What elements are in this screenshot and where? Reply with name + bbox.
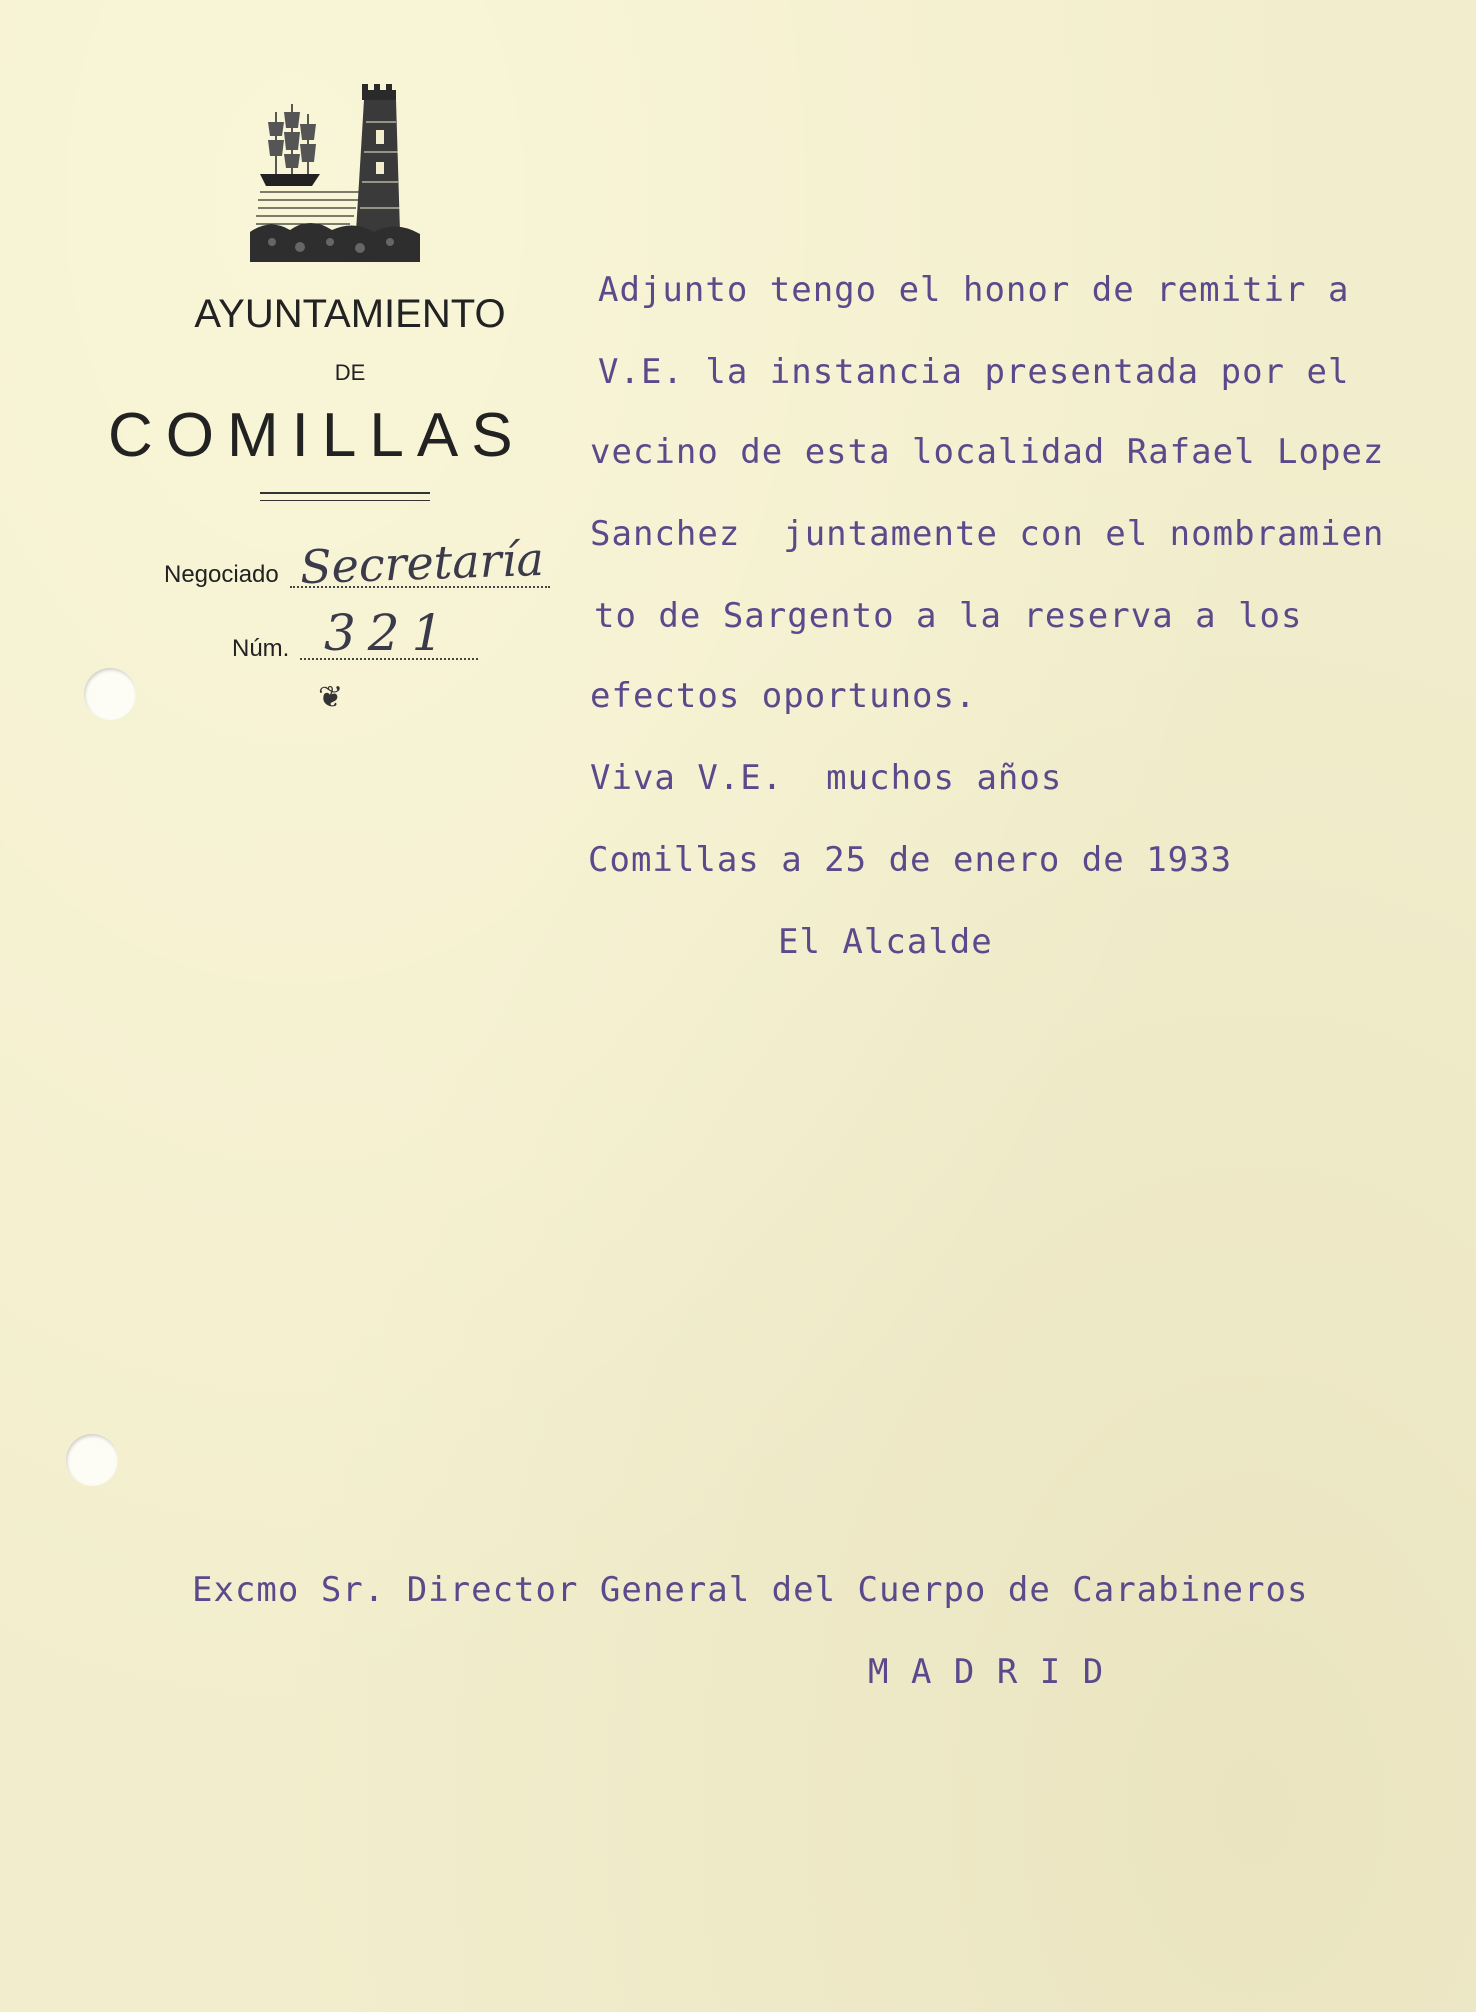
letterhead-ayuntamiento: AYUNTAMIENTO	[194, 292, 506, 336]
num-handwritten-value: 321	[324, 604, 456, 662]
body-line-8: Comillas a 25 de enero de 1933	[588, 840, 1233, 880]
addressee-city: M A D R I D	[868, 1652, 1105, 1692]
letterhead-de: DE	[334, 360, 366, 385]
ornament-glyph: ❦	[318, 680, 344, 715]
letterhead-rule	[260, 492, 430, 494]
letterhead-rule-thin	[260, 500, 430, 501]
body-line-3: vecino de esta localidad Rafael Lopez	[590, 432, 1385, 472]
punch-hole-bottom	[66, 1434, 118, 1486]
body-line-6: efectos oportunos.	[590, 676, 977, 716]
body-line-5: to de Sargento a la reserva a los	[594, 596, 1303, 636]
body-line-7: Viva V.E. muchos años	[590, 758, 1063, 798]
letterhead-comillas: COMILLAS	[108, 401, 526, 470]
body-line-2: V.E. la instancia presentada por el	[598, 352, 1350, 392]
addressee-line-1: Excmo Sr. Director General del Cuerpo de Carabineros	[192, 1570, 1309, 1610]
punch-hole-top	[84, 668, 136, 720]
body-line-9: El Alcalde	[778, 922, 993, 962]
municipal-emblem-ship-lighthouse	[250, 82, 420, 262]
negociado-handwritten-value: Secretaría	[299, 531, 545, 595]
body-line-1: Adjunto tengo el honor de remitir a	[598, 270, 1350, 310]
negociado-label: Negociado	[164, 561, 279, 588]
body-line-4: Sanchez juntamente con el nombramien	[590, 514, 1385, 554]
num-label: Núm.	[232, 635, 290, 662]
